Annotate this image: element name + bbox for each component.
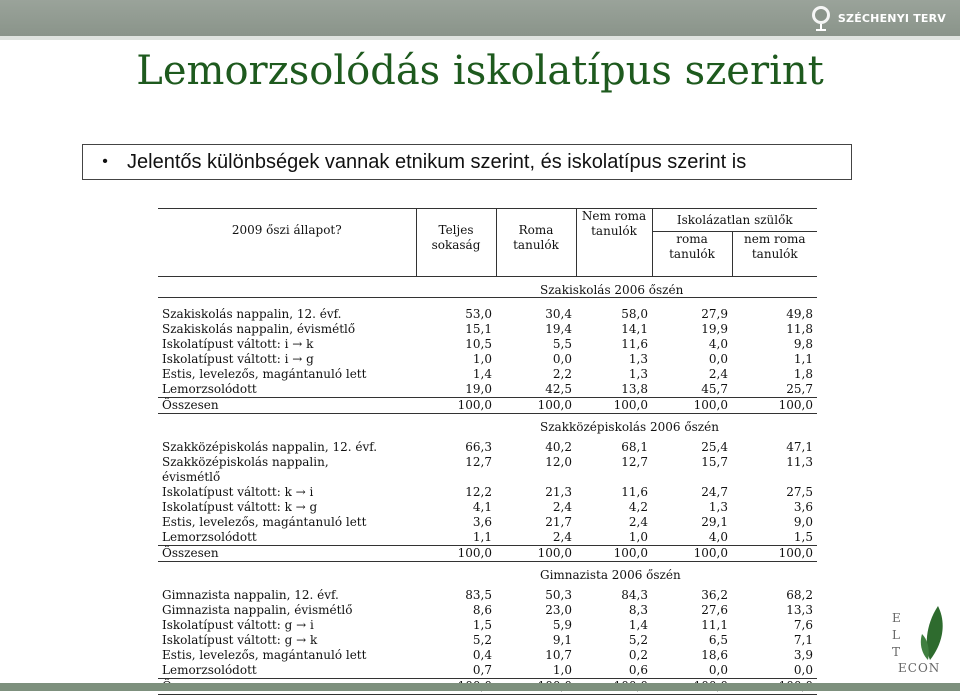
table-cell: 0,0 <box>708 352 728 366</box>
table-cell: 4,2 <box>628 500 648 514</box>
total-cell: 100,0 <box>416 398 496 414</box>
elte-letter: T <box>892 645 902 659</box>
table-cell: 1,3 <box>708 500 728 514</box>
table-row <box>158 352 817 367</box>
table-row <box>158 530 817 546</box>
table-row <box>158 307 817 322</box>
table-cell: 2,4 <box>628 515 648 529</box>
table-cell: 0,6 <box>628 663 648 677</box>
section-title: Gimnazista 2006 őszén <box>540 568 681 582</box>
table-row <box>158 485 817 500</box>
section-spacer <box>416 414 496 435</box>
table-row <box>158 588 817 603</box>
table-cell: 15,7 <box>701 455 728 469</box>
total-cell: 100,0 <box>576 398 652 414</box>
row-label <box>158 367 416 382</box>
total-row <box>158 398 817 414</box>
table-cell: 13,8 <box>621 382 648 396</box>
total-cell: 100,0 <box>576 546 652 562</box>
table-cell: 9,1 <box>552 633 572 647</box>
table-cell: 11,6 <box>621 337 648 351</box>
table-cell: 1,5 <box>793 530 813 544</box>
table-cell: 1,1 <box>793 352 813 366</box>
table-cell: 83,5 <box>465 588 492 602</box>
row-label <box>158 648 416 663</box>
row-label <box>158 322 416 337</box>
elte-letter: E <box>892 611 902 625</box>
table-cell: 14,1 <box>621 322 648 336</box>
row-label <box>158 530 416 546</box>
table-cell: 49,8 <box>786 307 813 321</box>
table-cell: 10,5 <box>465 337 492 351</box>
table-cell: 84,3 <box>621 588 648 602</box>
dropout-table <box>158 208 817 695</box>
table-cell: 1,4 <box>472 367 492 381</box>
table-row <box>158 663 817 679</box>
table-cell: 68,2 <box>786 588 813 602</box>
table-cell: 3,6 <box>472 515 492 529</box>
row-label <box>158 352 416 367</box>
table-cell: 10,7 <box>545 648 572 662</box>
table-cell: 53,0 <box>465 307 492 321</box>
table-cell: 5,2 <box>628 633 648 647</box>
header-roma: Roma tanulók <box>496 209 576 277</box>
total-cell: 100,0 <box>416 546 496 562</box>
szechenyi-logo-text: SZÉCHENYI TERV <box>837 11 946 25</box>
table-cell: 12,7 <box>465 455 492 469</box>
row-label <box>158 455 416 485</box>
row-label-text: Lemorzsolódott <box>162 382 257 396</box>
table-cell: 4,0 <box>708 530 728 544</box>
econ-text: CON <box>907 661 941 675</box>
total-row <box>158 546 817 562</box>
row-label <box>158 663 416 679</box>
table-row <box>158 367 817 382</box>
row-label-text: Iskolatípust váltott: i → g <box>162 352 314 366</box>
row-label <box>158 633 416 648</box>
table-cell: 1,8 <box>793 367 813 381</box>
row-label <box>158 382 416 398</box>
table-cell: 25,4 <box>701 440 728 454</box>
section-gap-cell <box>158 298 817 308</box>
header-row-label: 2009 őszi állapot? <box>158 209 416 277</box>
total-label: Összesen <box>158 546 416 562</box>
section-title: Szakközépiskolás 2006 őszén <box>540 420 719 434</box>
row-label-text: Estis, levelezős, magántanuló lett <box>162 648 367 662</box>
table-cell: 5,2 <box>472 633 492 647</box>
table-cell: 0,0 <box>552 352 572 366</box>
table-row <box>158 455 817 485</box>
row-label <box>158 515 416 530</box>
table-cell: 1,3 <box>628 352 648 366</box>
table-cell: 19,9 <box>701 322 728 336</box>
row-label <box>158 485 416 500</box>
szechenyi-logo <box>810 2 946 34</box>
table-cell: 13,3 <box>786 603 813 617</box>
table-cell: 18,6 <box>701 648 728 662</box>
table-cell: 1,5 <box>472 618 492 632</box>
row-label-text: Lemorzsolódott <box>162 530 257 544</box>
row-label <box>158 618 416 633</box>
row-label-text: Iskolatípust váltott: g → i <box>162 618 314 632</box>
table-cell: 45,7 <box>701 382 728 396</box>
table-cell: 7,6 <box>793 618 813 632</box>
row-label-text: Gimnazista nappalin, évismétlő <box>162 603 353 617</box>
row-label-text: Iskolatípust váltott: g → k <box>162 633 318 647</box>
table-cell: 2,4 <box>552 530 572 544</box>
header-teljes: Teljes sokaság <box>416 209 496 277</box>
bottom-banner <box>0 683 960 691</box>
table-body <box>158 277 817 695</box>
row-label-text-cont: évismétlő <box>162 470 221 484</box>
table-row <box>158 382 817 398</box>
section-title-row <box>158 277 817 298</box>
table-cell: 9,8 <box>793 337 813 351</box>
top-banner-shadow <box>0 36 960 40</box>
header-isk-roma: roma tanulók <box>652 232 732 277</box>
row-label-text: Szakközépiskolás nappalin, 12. évf. <box>162 440 378 454</box>
table-cell: 29,1 <box>701 515 728 529</box>
total-cell: 100,0 <box>652 398 732 414</box>
section-spacer <box>158 277 416 298</box>
table-cell: 0,0 <box>793 663 813 677</box>
table-cell: 12,7 <box>621 455 648 469</box>
table-cell: 27,5 <box>786 485 813 499</box>
row-label-text: Estis, levelezős, magántanuló lett <box>162 367 367 381</box>
elte-leaf-logo-icon <box>916 604 946 664</box>
row-label-text: Iskolatípust váltott: i → k <box>162 337 314 351</box>
table-cell: 1,0 <box>472 352 492 366</box>
table-cell: 4,0 <box>708 337 728 351</box>
table-cell: 2,2 <box>552 367 572 381</box>
table-cell: 1,4 <box>628 618 648 632</box>
table-cell: 7,1 <box>793 633 813 647</box>
table-row <box>158 633 817 648</box>
table-cell: 2,4 <box>552 500 572 514</box>
table-cell: 0,0 <box>708 663 728 677</box>
table-cell: 12,0 <box>545 455 572 469</box>
table-cell: 40,2 <box>545 440 572 454</box>
table-cell: 9,0 <box>793 515 813 529</box>
table-cell: 23,0 <box>545 603 572 617</box>
bullet-box <box>82 144 852 180</box>
bullet-dot: • <box>102 153 108 170</box>
row-label <box>158 440 416 455</box>
elte-letter: E <box>898 661 908 675</box>
total-cell: 100,0 <box>732 398 817 414</box>
elte-letters <box>892 610 902 661</box>
table-cell: 0,7 <box>472 663 492 677</box>
section-title: Szakiskolás 2006 őszén <box>540 283 684 297</box>
row-label-text: Szakiskolás nappalin, 12. évf. <box>162 307 342 321</box>
table-cell: 36,2 <box>701 588 728 602</box>
table-cell: 24,7 <box>701 485 728 499</box>
row-label-text: Iskolatípust váltott: k → i <box>162 485 314 499</box>
table-cell: 1,0 <box>628 530 648 544</box>
table-row <box>158 648 817 663</box>
table-cell: 3,9 <box>793 648 813 662</box>
table-cell: 47,1 <box>786 440 813 454</box>
table-cell: 42,5 <box>545 382 572 396</box>
szechenyi-logo-icon <box>810 4 832 32</box>
table-cell: 11,6 <box>621 485 648 499</box>
table-cell: 25,7 <box>786 382 813 396</box>
total-cell: 100,0 <box>652 546 732 562</box>
row-label <box>158 603 416 618</box>
table-row <box>158 515 817 530</box>
row-label-text: Szakközépiskolás nappalin, <box>162 455 329 469</box>
table-cell: 19,4 <box>545 322 572 336</box>
table-cell: 5,9 <box>552 618 572 632</box>
table-cell: 1,3 <box>628 367 648 381</box>
row-label-text: Szakiskolás nappalin, évismétlő <box>162 322 356 336</box>
table-cell: 4,1 <box>472 500 492 514</box>
table-row <box>158 440 817 455</box>
header-nemroma: Nem roma tanulók <box>576 209 652 277</box>
section-title-row <box>158 562 817 583</box>
table-cell: 6,5 <box>708 633 728 647</box>
total-cell: 100,0 <box>732 546 817 562</box>
table-cell: 0,4 <box>472 648 492 662</box>
table-cell: 19,0 <box>465 382 492 396</box>
table-row <box>158 337 817 352</box>
elte-econ-logo <box>884 604 954 680</box>
table-row <box>158 618 817 633</box>
table-cell: 11,3 <box>786 455 813 469</box>
elte-letter: L <box>892 628 901 642</box>
top-banner <box>0 0 960 36</box>
row-label-text: Gimnazista nappalin, 12. évf. <box>162 588 339 602</box>
section-spacer <box>158 562 416 583</box>
total-label: Összesen <box>158 398 416 414</box>
section-gap <box>158 298 817 308</box>
header-iskolazatlan: Iskolázatlan szülők <box>652 209 817 232</box>
table-cell: 15,1 <box>465 322 492 336</box>
slide-title: Lemorzsolódás iskolatípus szerint <box>136 48 824 94</box>
table-cell: 21,7 <box>545 515 572 529</box>
table-cell: 2,4 <box>708 367 728 381</box>
table-cell: 21,3 <box>545 485 572 499</box>
table-cell: 1,0 <box>552 663 572 677</box>
table-cell: 58,0 <box>621 307 648 321</box>
table-cell: 0,2 <box>628 648 648 662</box>
table-cell: 66,3 <box>465 440 492 454</box>
total-cell: 100,0 <box>496 398 576 414</box>
row-label-text: Estis, levelezős, magántanuló lett <box>162 515 367 529</box>
row-label-text: Iskolatípust váltott: k → g <box>162 500 318 514</box>
row-label <box>158 307 416 322</box>
table-cell: 1,1 <box>472 530 492 544</box>
table-cell: 3,6 <box>793 500 813 514</box>
table-row <box>158 500 817 515</box>
table-row <box>158 322 817 337</box>
row-label <box>158 588 416 603</box>
header-isk-nemroma: nem roma tanulók <box>743 232 806 261</box>
table-cell: 30,4 <box>545 307 572 321</box>
row-label-text: Lemorzsolódott <box>162 663 257 677</box>
section-spacer <box>416 562 496 583</box>
table-cell: 50,3 <box>545 588 572 602</box>
table-cell: 12,2 <box>465 485 492 499</box>
bullet-text: Jelentős különbségek vannak etnikum szerint, és iskolatípus szerint is <box>127 150 747 173</box>
table-cell: 68,1 <box>621 440 648 454</box>
section-spacer <box>416 277 496 298</box>
table-cell: 11,8 <box>786 322 813 336</box>
table-cell: 5,5 <box>552 337 572 351</box>
dropout-table-container <box>158 208 817 695</box>
table-cell: 11,1 <box>701 618 728 632</box>
row-label <box>158 500 416 515</box>
section-title-row <box>158 414 817 435</box>
table-cell: 27,6 <box>701 603 728 617</box>
row-label <box>158 337 416 352</box>
table-row <box>158 603 817 618</box>
section-spacer <box>158 414 416 435</box>
table-cell: 8,6 <box>472 603 492 617</box>
table-cell: 27,9 <box>701 307 728 321</box>
table-cell: 8,3 <box>628 603 648 617</box>
total-cell: 100,0 <box>496 546 576 562</box>
